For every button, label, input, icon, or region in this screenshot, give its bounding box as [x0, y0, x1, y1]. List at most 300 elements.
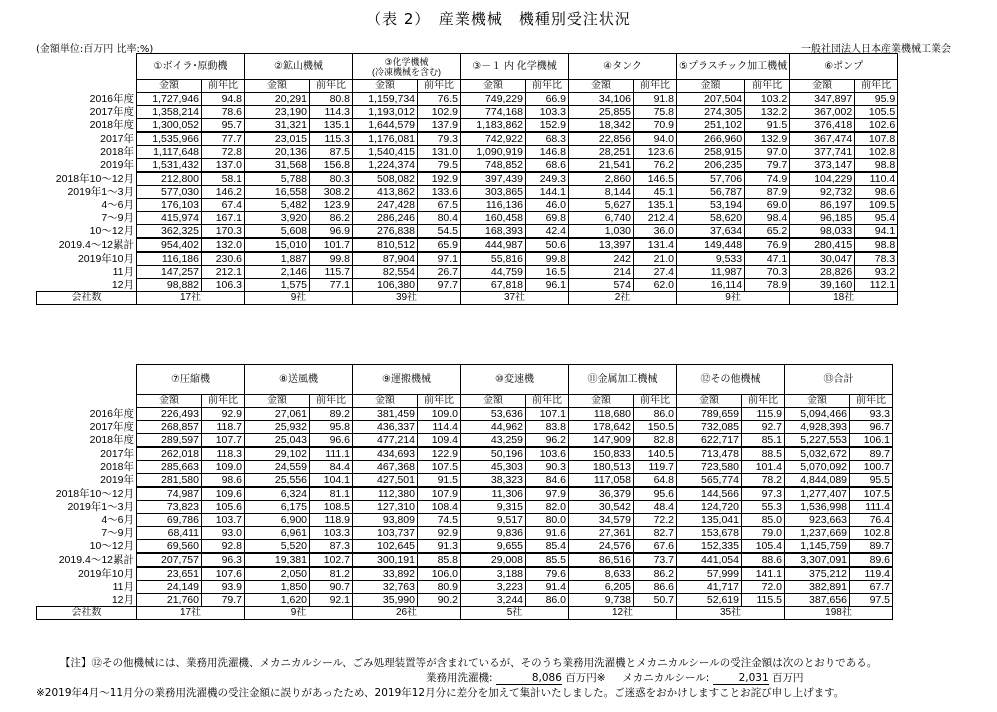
- machine-header: [137, 54, 245, 80]
- amount-cell: 280,415: [790, 238, 855, 252]
- amount-cell: 276,838: [353, 225, 418, 239]
- ratio-cell: 98.8: [855, 238, 898, 252]
- amount-cell: 144,566: [677, 487, 742, 501]
- machine-name: ③化学機械: [384, 56, 429, 67]
- amount-cell: 377,741: [790, 146, 855, 159]
- row-label: 11月: [37, 581, 137, 594]
- ratio-cell: 76.9: [745, 238, 790, 252]
- amount-cell: 2,050: [245, 567, 310, 581]
- amount-cell: 57,999: [677, 567, 742, 581]
- machine-header: [790, 54, 898, 80]
- amount-cell: 73,823: [137, 501, 202, 514]
- amount-header: 金額: [569, 395, 634, 408]
- amount-cell: 93,809: [353, 514, 418, 527]
- amount-cell: 58,620: [677, 212, 745, 225]
- ratio-cell: 92.8: [202, 540, 245, 554]
- amount-cell: 27,061: [245, 408, 310, 421]
- amount-cell: 9,738: [569, 594, 634, 607]
- ratio-cell: 78.9: [745, 279, 790, 292]
- amount-header: 金額: [677, 395, 742, 408]
- ratio-cell: 118.7: [202, 421, 245, 434]
- amount-cell: 150,833: [569, 447, 634, 461]
- seal-unit: 百万円: [772, 672, 804, 684]
- ratio-cell: 73.7: [634, 553, 677, 567]
- ratio-cell: 90.7: [310, 581, 353, 594]
- amount-cell: 4,844,089: [785, 474, 850, 488]
- amount-cell: 5,788: [245, 172, 310, 186]
- amount-cell: 33,892: [353, 567, 418, 581]
- ratio-header: 前年比: [310, 395, 353, 408]
- amount-cell: 268,857: [137, 421, 202, 434]
- table-row: [37, 514, 893, 527]
- row-label: 2019年1～3月: [37, 186, 137, 199]
- amount-cell: 1,358,214: [137, 106, 202, 119]
- amount-cell: 67,818: [461, 279, 526, 292]
- ratio-cell: 78.6: [202, 106, 245, 119]
- amount-cell: 116,136: [461, 199, 526, 212]
- ratio-cell: 212.4: [634, 212, 677, 225]
- ratio-cell: 77.1: [310, 279, 353, 292]
- ratio-cell: 140.5: [634, 447, 677, 461]
- ratio-cell: 77.7: [202, 132, 245, 146]
- amount-cell: 5,227,553: [785, 434, 850, 448]
- ratio-cell: 107.7: [202, 434, 245, 448]
- amount-cell: 147,257: [137, 266, 202, 279]
- ratio-cell: 97.1: [418, 252, 461, 266]
- amount-cell: 43,259: [461, 434, 526, 448]
- seal-label: メカニカルシール:: [622, 672, 710, 684]
- ratio-cell: 109.4: [418, 434, 461, 448]
- ratio-cell: 97.3: [742, 487, 785, 501]
- ratio-cell: 94.1: [855, 225, 898, 239]
- ratio-cell: 21.0: [634, 252, 677, 266]
- table-row: [37, 199, 898, 212]
- amount-cell: 242: [569, 252, 634, 266]
- table-row: [37, 540, 893, 554]
- ratio-cell: 87.3: [310, 540, 353, 554]
- amount-cell: 1,030: [569, 225, 634, 239]
- table-row: [37, 594, 893, 607]
- ratio-cell: 69.0: [745, 199, 790, 212]
- table-row: [37, 252, 898, 266]
- amount-cell: 9,315: [461, 501, 526, 514]
- amount-cell: 9,533: [677, 252, 745, 266]
- amount-cell: 25,932: [245, 421, 310, 434]
- ratio-cell: 89.6: [850, 553, 893, 567]
- ratio-cell: 87.5: [310, 146, 353, 159]
- amount-cell: 6,175: [245, 501, 310, 514]
- ratio-cell: 99.8: [526, 252, 569, 266]
- table-row: [37, 487, 893, 501]
- amount-cell: 39,160: [790, 279, 855, 292]
- amount-cell: 6,205: [569, 581, 634, 594]
- machine-name: ⑦圧縮機: [171, 373, 210, 385]
- ratio-cell: 84.4: [310, 461, 353, 474]
- ratio-cell: 122.9: [418, 447, 461, 461]
- amount-cell: 212,800: [137, 172, 202, 186]
- amount-cell: 397,439: [461, 172, 526, 186]
- company-count: 35社: [677, 607, 785, 620]
- amount-cell: 1,277,407: [785, 487, 850, 501]
- machine-name: ④タンク: [603, 60, 642, 72]
- amount-cell: 38,323: [461, 474, 526, 488]
- ratio-cell: 64.8: [634, 474, 677, 488]
- ratio-cell: 103.6: [526, 447, 569, 461]
- row-label: 2019.4～12累計: [37, 553, 137, 567]
- ratio-cell: 79.7: [745, 159, 790, 173]
- ratio-cell: 110.4: [855, 172, 898, 186]
- ratio-cell: 152.9: [526, 119, 569, 133]
- amount-cell: 21,760: [137, 594, 202, 607]
- amount-cell: 4,928,393: [785, 421, 850, 434]
- seal-value: 2,031: [713, 672, 769, 685]
- table-row: [37, 212, 898, 225]
- machine-name: ⑩変速機: [495, 373, 534, 385]
- amount-cell: 102,645: [353, 540, 418, 554]
- ratio-cell: 93.2: [855, 266, 898, 279]
- orders-table-1: [36, 53, 898, 305]
- ratio-header: 前年比: [202, 80, 245, 93]
- table-row: [37, 132, 898, 146]
- row-label: 2018年度: [37, 119, 137, 133]
- machine-name: ⑥ポンプ: [824, 60, 864, 72]
- company-count: 26社: [353, 607, 461, 620]
- amount-cell: 29,102: [245, 447, 310, 461]
- ratio-cell: 95.5: [850, 474, 893, 488]
- amount-cell: 20,136: [245, 146, 310, 159]
- ratio-cell: 146.2: [202, 186, 245, 199]
- laundry-label: 業務用洗濯機:: [426, 672, 493, 684]
- amount-cell: 1,535,966: [137, 132, 202, 146]
- amount-cell: 5,520: [245, 540, 310, 554]
- ratio-cell: 102.9: [418, 106, 461, 119]
- amount-cell: 749,229: [461, 93, 526, 106]
- amount-cell: 117,058: [569, 474, 634, 488]
- ratio-cell: 92.7: [742, 421, 785, 434]
- amount-cell: 44,759: [461, 266, 526, 279]
- amount-cell: 954,402: [137, 238, 202, 252]
- ratio-cell: 85.5: [526, 553, 569, 567]
- ratio-cell: 96.6: [310, 434, 353, 448]
- page-title: （表 2） 産業機械 機種別受注状況: [366, 10, 631, 28]
- ratio-cell: 67.6: [634, 540, 677, 554]
- amount-cell: 104,229: [790, 172, 855, 186]
- table-row: [37, 225, 898, 239]
- amount-cell: 180,513: [569, 461, 634, 474]
- amount-cell: 381,459: [353, 408, 418, 421]
- ratio-cell: 98.6: [202, 474, 245, 488]
- row-label: 4～6月: [37, 199, 137, 212]
- note-line-2: [426, 670, 804, 685]
- amount-cell: 508,082: [353, 172, 418, 186]
- ratio-cell: 69.8: [526, 212, 569, 225]
- amount-cell: 1,727,946: [137, 93, 202, 106]
- table-row: [37, 581, 893, 594]
- amount-cell: 6,961: [245, 527, 310, 540]
- table-row: [37, 279, 898, 292]
- amount-cell: 1,531,432: [137, 159, 202, 173]
- ratio-cell: 95.4: [855, 212, 898, 225]
- amount-cell: 135,041: [677, 514, 742, 527]
- amount-cell: 41,717: [677, 581, 742, 594]
- ratio-cell: 46.0: [526, 199, 569, 212]
- amount-cell: 1,176,081: [353, 132, 418, 146]
- amount-cell: 413,862: [353, 186, 418, 199]
- amount-header: 金額: [461, 395, 526, 408]
- amount-cell: 124,720: [677, 501, 742, 514]
- ratio-cell: 70.3: [745, 266, 790, 279]
- row-label: 2017年度: [37, 421, 137, 434]
- amount-cell: 923,663: [785, 514, 850, 527]
- ratio-cell: 109.0: [418, 408, 461, 421]
- ratio-cell: 131.4: [634, 238, 677, 252]
- laundry-value: 8,086: [496, 672, 562, 685]
- ratio-cell: 93.9: [202, 581, 245, 594]
- amount-cell: 444,987: [461, 238, 526, 252]
- ratio-cell: 93.3: [850, 408, 893, 421]
- amount-cell: 1,090,919: [461, 146, 526, 159]
- ratio-cell: 88.6: [742, 553, 785, 567]
- note-line-1: 【注】⑫その他機械には、業務用洗濯機、メカニカルシール、ごみ処理装置等が含まれているが、そのうち業務用洗濯機とメカニカルシールの受注金額は次のとおりである。: [60, 657, 878, 669]
- amount-cell: 69,786: [137, 514, 202, 527]
- organization-name: 一般社団法人日本産業機械工業会: [801, 44, 951, 55]
- ratio-cell: 119.7: [634, 461, 677, 474]
- amount-cell: 1,540,415: [353, 146, 418, 159]
- company-count: 17社: [137, 607, 245, 620]
- amount-cell: 53,194: [677, 199, 745, 212]
- ratio-cell: 90.2: [418, 594, 461, 607]
- ratio-cell: 108.4: [418, 501, 461, 514]
- ratio-cell: 146.8: [526, 146, 569, 159]
- ratio-cell: 102.6: [855, 119, 898, 133]
- ratio-cell: 106.3: [202, 279, 245, 292]
- amount-cell: 373,147: [790, 159, 855, 173]
- ratio-cell: 133.6: [418, 186, 461, 199]
- ratio-header: 前年比: [634, 80, 677, 93]
- row-label: 2017年度: [37, 106, 137, 119]
- row-label: 2019年1～3月: [37, 501, 137, 514]
- ratio-cell: 104.1: [310, 474, 353, 488]
- subheader-row: [37, 395, 893, 408]
- amount-cell: 258,915: [677, 146, 745, 159]
- company-count: 9社: [245, 292, 353, 305]
- amount-cell: 25,043: [245, 434, 310, 448]
- row-label: 12月: [37, 594, 137, 607]
- ratio-cell: 79.3: [418, 132, 461, 146]
- ratio-cell: 108.5: [310, 501, 353, 514]
- ratio-cell: 102.8: [855, 146, 898, 159]
- amount-cell: 742,922: [461, 132, 526, 146]
- amount-cell: 285,663: [137, 461, 202, 474]
- ratio-cell: 85.4: [526, 540, 569, 554]
- ratio-cell: 97.0: [745, 146, 790, 159]
- ratio-cell: 91.4: [526, 581, 569, 594]
- amount-cell: 723,580: [677, 461, 742, 474]
- ratio-cell: 89.7: [850, 540, 893, 554]
- amount-cell: 25,556: [245, 474, 310, 488]
- amount-cell: 16,114: [677, 279, 745, 292]
- row-label: 2019年: [37, 474, 137, 488]
- ratio-cell: 54.5: [418, 225, 461, 239]
- amount-cell: 15,010: [245, 238, 310, 252]
- company-count: 17社: [137, 292, 245, 305]
- table-row: [37, 474, 893, 488]
- ratio-cell: 137.9: [418, 119, 461, 133]
- ratio-cell: 85.8: [418, 553, 461, 567]
- amount-cell: 147,909: [569, 434, 634, 448]
- amount-cell: 16,558: [245, 186, 310, 199]
- ratio-cell: 65.2: [745, 225, 790, 239]
- amount-cell: 367,002: [790, 106, 855, 119]
- ratio-header: 前年比: [742, 395, 785, 408]
- machine-header: [353, 54, 461, 80]
- machine-name: ⑨運搬機械: [382, 373, 431, 385]
- header-row: [37, 54, 898, 80]
- company-count: 2社: [569, 292, 677, 305]
- amount-cell: 5,032,672: [785, 447, 850, 461]
- amount-cell: 160,458: [461, 212, 526, 225]
- amount-cell: 35,990: [353, 594, 418, 607]
- amount-cell: 789,659: [677, 408, 742, 421]
- ratio-cell: 80.3: [310, 172, 353, 186]
- company-count: 9社: [245, 607, 353, 620]
- amount-cell: 45,303: [461, 461, 526, 474]
- ratio-cell: 106.1: [850, 434, 893, 448]
- amount-cell: 44,962: [461, 421, 526, 434]
- count-label: 会社数: [37, 292, 137, 305]
- amount-header: 金額: [245, 395, 310, 408]
- row-label: 2019年10月: [37, 252, 137, 266]
- table-row: [37, 238, 898, 252]
- ratio-cell: 94.0: [634, 132, 677, 146]
- ratio-cell: 132.0: [202, 238, 245, 252]
- ratio-cell: 92.1: [310, 594, 353, 607]
- amount-cell: 30,047: [790, 252, 855, 266]
- ratio-cell: 107.5: [418, 461, 461, 474]
- ratio-cell: 67.5: [418, 199, 461, 212]
- ratio-cell: 86.0: [634, 408, 677, 421]
- ratio-cell: 123.6: [634, 146, 677, 159]
- count-label: 会社数: [37, 607, 137, 620]
- amount-cell: 436,337: [353, 421, 418, 434]
- machine-header: [245, 54, 353, 80]
- ratio-cell: 156.8: [310, 159, 353, 173]
- amount-header: 金額: [461, 80, 526, 93]
- machine-name: ⑬合計: [823, 373, 854, 385]
- ratio-cell: 87.9: [745, 186, 790, 199]
- amount-cell: 34,579: [569, 514, 634, 527]
- amount-cell: 362,325: [137, 225, 202, 239]
- ratio-cell: 79.6: [526, 567, 569, 581]
- amount-cell: 5,608: [245, 225, 310, 239]
- ratio-cell: 115.5: [742, 594, 785, 607]
- ratio-cell: 78.2: [742, 474, 785, 488]
- row-label: 10～12月: [37, 225, 137, 239]
- amount-cell: 8,144: [569, 186, 634, 199]
- amount-cell: 274,305: [677, 106, 745, 119]
- amount-header: 金額: [353, 395, 418, 408]
- amount-cell: 5,070,092: [785, 461, 850, 474]
- table-row: [37, 106, 898, 119]
- machine-name: ②鉱山機械: [274, 60, 323, 72]
- amount-cell: 28,826: [790, 266, 855, 279]
- amount-cell: 9,517: [461, 514, 526, 527]
- ratio-cell: 98.8: [855, 159, 898, 173]
- amount-cell: 28,251: [569, 146, 634, 159]
- ratio-cell: 94.8: [202, 93, 245, 106]
- ratio-cell: 89.7: [850, 447, 893, 461]
- ratio-cell: 79.7: [202, 594, 245, 607]
- amount-cell: 86,516: [569, 553, 634, 567]
- table-row: [37, 93, 898, 106]
- table-row: [37, 567, 893, 581]
- ratio-cell: 50.6: [526, 238, 569, 252]
- ratio-cell: 97.9: [526, 487, 569, 501]
- machine-header: [245, 365, 353, 395]
- ratio-header: 前年比: [526, 80, 569, 93]
- ratio-cell: 65.9: [418, 238, 461, 252]
- ratio-cell: 72.8: [202, 146, 245, 159]
- amount-cell: 3,244: [461, 594, 526, 607]
- ratio-cell: 95.8: [310, 421, 353, 434]
- amount-cell: 153,678: [677, 527, 742, 540]
- ratio-cell: 86.2: [310, 212, 353, 225]
- ratio-cell: 96.3: [202, 553, 245, 567]
- ratio-cell: 107.1: [526, 408, 569, 421]
- amount-cell: 87,904: [353, 252, 418, 266]
- ratio-cell: 115.9: [742, 408, 785, 421]
- row-label: 2017年: [37, 447, 137, 461]
- amount-cell: 82,554: [353, 266, 418, 279]
- ratio-cell: 68.3: [526, 132, 569, 146]
- ratio-cell: 101.7: [310, 238, 353, 252]
- ratio-cell: 85.1: [742, 434, 785, 448]
- machine-subname: (冷凍機械を含む): [372, 66, 441, 77]
- ratio-header: 前年比: [418, 80, 461, 93]
- ratio-cell: 123.9: [310, 199, 353, 212]
- amount-cell: 1,237,669: [785, 527, 850, 540]
- ratio-cell: 96.1: [526, 279, 569, 292]
- table-row: [37, 266, 898, 279]
- ratio-cell: 150.5: [634, 421, 677, 434]
- row-label: 7～9月: [37, 212, 137, 225]
- amount-cell: 1,300,052: [137, 119, 202, 133]
- amount-cell: 1,575: [245, 279, 310, 292]
- ratio-cell: 109.5: [855, 199, 898, 212]
- ratio-cell: 76.4: [850, 514, 893, 527]
- company-count: 37社: [461, 292, 569, 305]
- company-count: 18社: [790, 292, 898, 305]
- amount-cell: 207,504: [677, 93, 745, 106]
- row-label: 2019年10月: [37, 567, 137, 581]
- ratio-cell: 86.2: [634, 567, 677, 581]
- amount-cell: 810,512: [353, 238, 418, 252]
- amount-cell: 427,501: [353, 474, 418, 488]
- company-count: 39社: [353, 292, 461, 305]
- ratio-cell: 85.0: [742, 514, 785, 527]
- ratio-cell: 68.6: [526, 159, 569, 173]
- ratio-cell: 135.1: [310, 119, 353, 133]
- amount-cell: 36,379: [569, 487, 634, 501]
- ratio-cell: 36.0: [634, 225, 677, 239]
- ratio-cell: 90.3: [526, 461, 569, 474]
- machine-name: ③－１ 内 化学機械: [472, 60, 557, 72]
- table-row: [37, 434, 893, 448]
- machine-header: [461, 54, 569, 80]
- ratio-cell: 91.8: [634, 93, 677, 106]
- ratio-cell: 78.3: [855, 252, 898, 266]
- ratio-cell: 91.6: [526, 527, 569, 540]
